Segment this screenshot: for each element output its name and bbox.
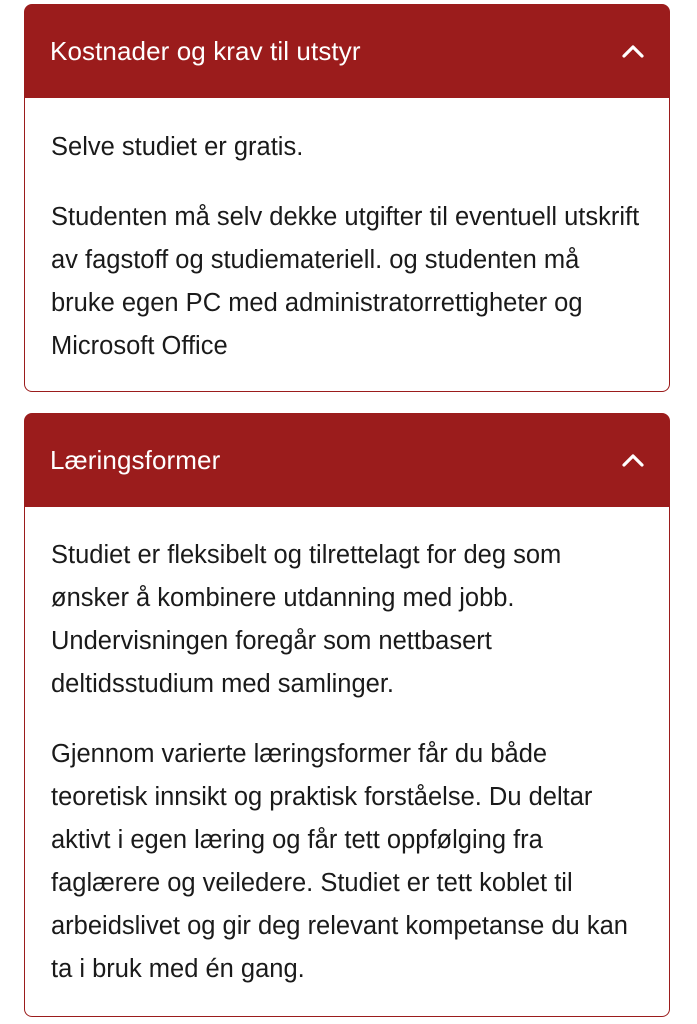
accordion-costs-equipment <box>24 4 670 392</box>
accordion-title: Kostnader og krav til utstyr <box>50 35 361 66</box>
chevron-up-icon[interactable] <box>620 38 646 64</box>
accordion-title: Læringsformer <box>50 444 221 475</box>
accordion-learning-forms <box>24 413 670 1017</box>
paragraph-free-study: Selve studiet er gratis. <box>51 133 304 161</box>
accordion-header-costs-equipment[interactable] <box>24 4 670 98</box>
accordion-panel-learning-forms <box>24 507 670 1017</box>
accordion-header-learning-forms[interactable] <box>24 413 670 507</box>
paragraph-flexible-study: Studiet er fleksibelt og tilrettelagt for deg som ønsker å kombinere utdanning med jobb. Undervisningen foregår som nettbasert deltidsstudium med samlinger. <box>51 541 562 698</box>
paragraph-learning-methods: Gjennom varierte læringsformer får du både teoretisk innsikt og praktisk forståelse. Du deltar aktivt i egen læring og får tett oppfølging fra faglærere og veiledere. Studiet er tett koblet til arbeidslivet og gir deg relevant kompetanse du kan ta i bruk med én gang. <box>51 740 628 983</box>
paragraph-equipment-requirements: Studenten må selv dekke utgifter til eventuell utskrift av fagstoff og studiemateriell. og studenten må bruke egen PC med administratorrettigheter og Microsoft Office <box>51 203 640 360</box>
chevron-up-icon[interactable] <box>620 447 646 473</box>
accordion-panel-costs-equipment <box>24 98 670 392</box>
